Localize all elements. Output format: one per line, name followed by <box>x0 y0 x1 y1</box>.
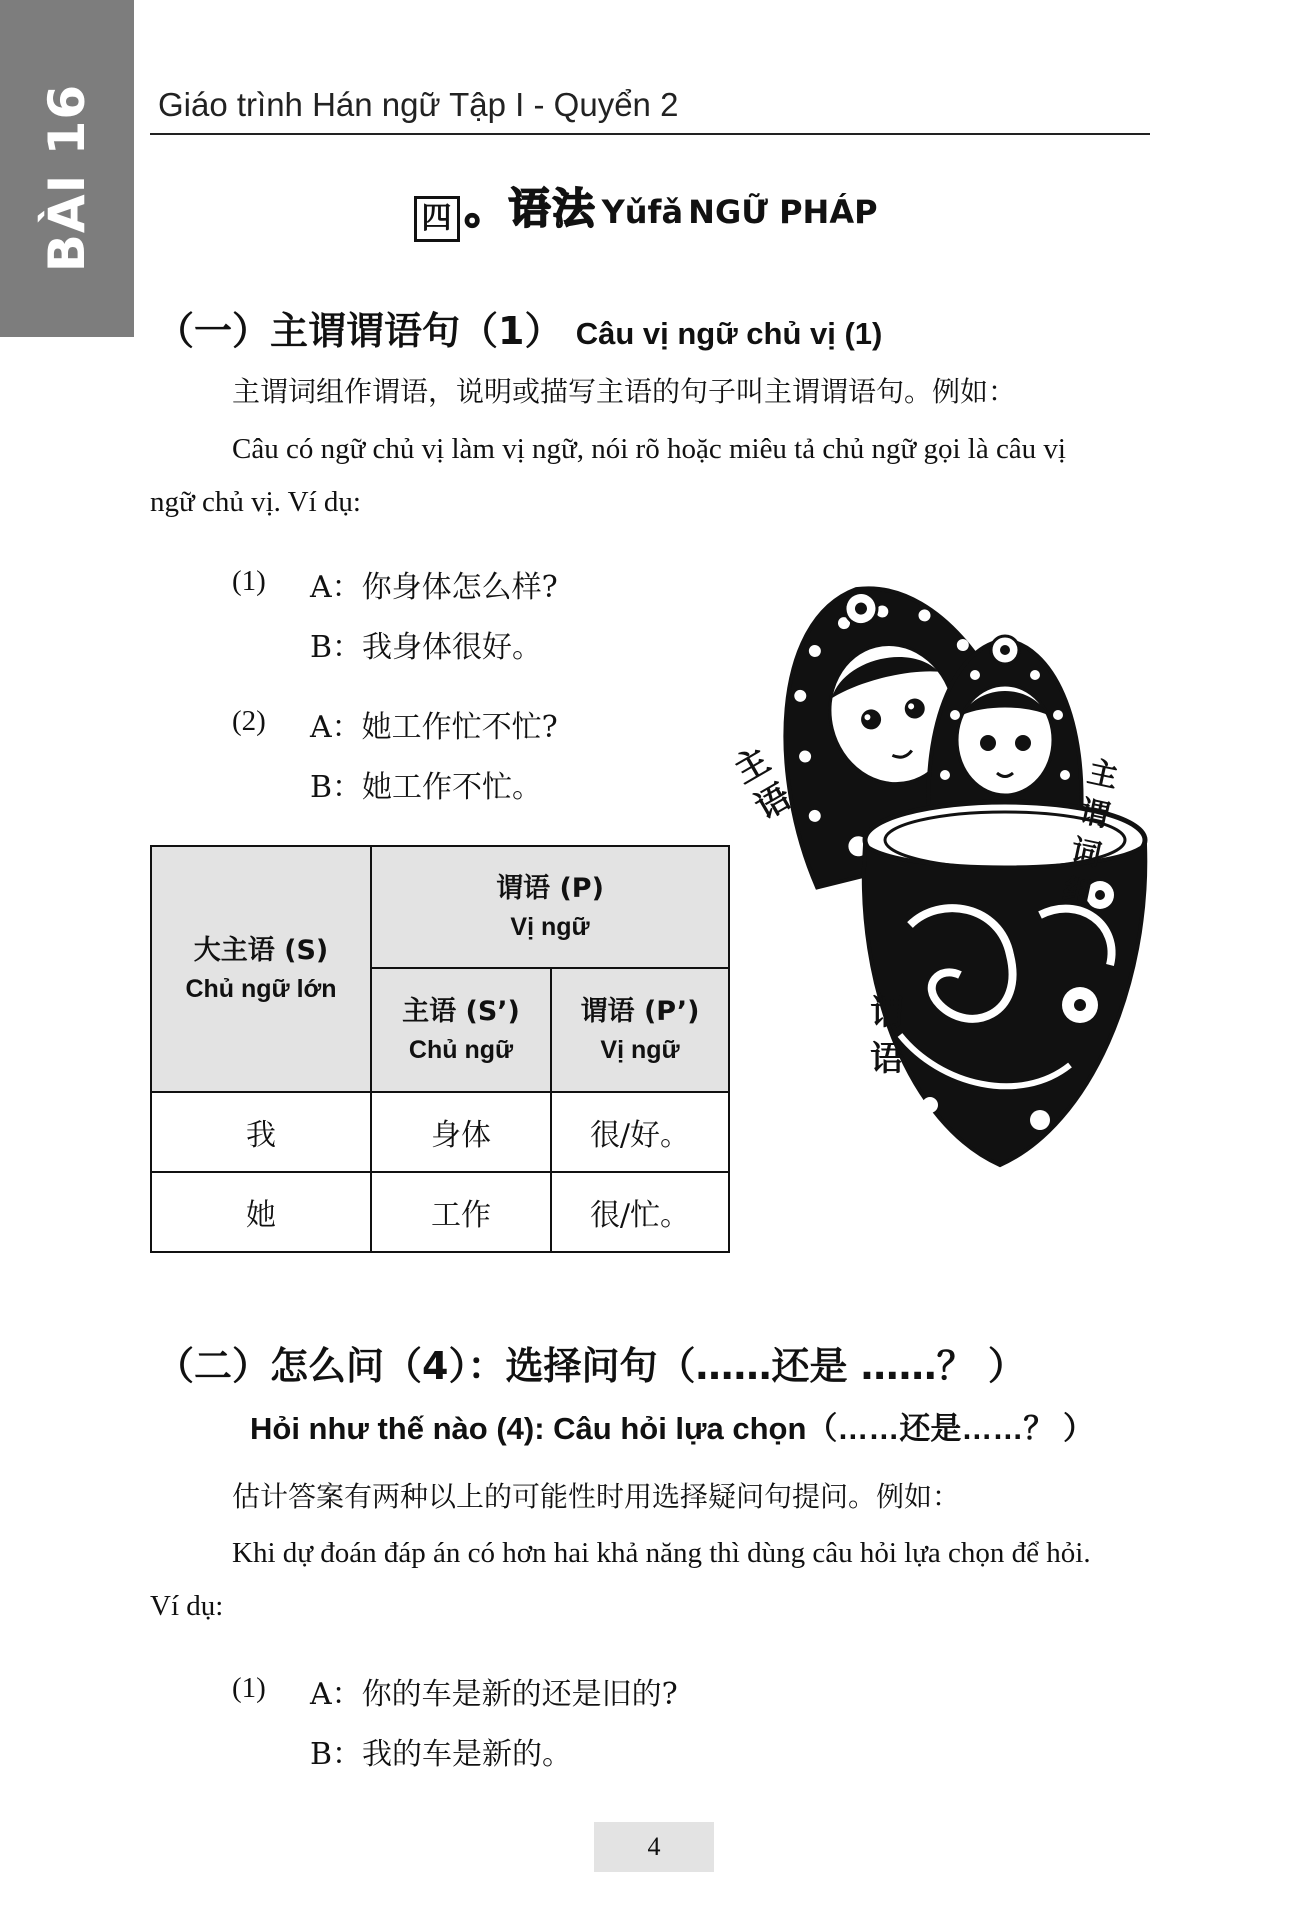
table-header-sub-subject: 主语 (S’) Chủ ngữ <box>371 968 551 1092</box>
part1-desc-vn-line2: ngữ chủ vị. Ví dụ: <box>150 486 361 518</box>
part2-title-vn-line: Hỏi như thế nào (4): Câu hỏi lựa chọn（……还是……？ ） <box>250 1411 1094 1446</box>
table-header-big-subject: 大主语 (S) Chủ ngữ lớn <box>151 846 371 1092</box>
page-number: 4 <box>594 1822 714 1872</box>
section-title <box>0 176 1292 242</box>
part1-desc-cn: 主谓词组作谓语，说明或描写主语的句子叫主谓谓语句。例如： <box>232 375 1017 408</box>
table-row: 我 身体 很/好。 <box>151 1092 729 1172</box>
example-number: (1) <box>232 1672 266 1704</box>
part1-heading <box>156 300 882 355</box>
example-number: (1) <box>232 565 266 597</box>
lesson-label: BÀI 16 <box>38 83 96 273</box>
example-line-b: B：我身体很好。 <box>310 630 543 665</box>
example-line-a: A：你的车是新的还是旧的? <box>310 1677 678 1712</box>
table-row: 她 工作 很/忙。 <box>151 1172 729 1252</box>
section-title-vn: NGỮ PHÁP <box>688 193 878 231</box>
section-separator: 。 <box>464 184 509 233</box>
example-line-b: B：我的车是新的。 <box>310 1737 573 1772</box>
section-pinyin: Yǔfǎ <box>601 193 684 231</box>
part1-title-vn: Câu vị ngữ chủ vị (1) <box>575 316 883 351</box>
grammar-table <box>150 845 730 1253</box>
example-line-b: B：她工作不忙。 <box>310 770 543 805</box>
part2-desc-vn-line1: Khi dự đoán đáp án có hơn hai khả năng thì dùng câu hỏi lựa chọn để hỏi. <box>232 1537 1091 1569</box>
doll-label-subject: 主语 <box>727 739 798 829</box>
table-header-predicate: 谓语 (P) Vị ngữ <box>371 846 729 968</box>
section-title-cn: 语法 <box>508 184 597 233</box>
book-header: Giáo trình Hán ngữ Tập I - Quyển 2 <box>158 86 679 123</box>
table-header-sub-predicate: 谓语 (P’) Vị ngữ <box>551 968 729 1092</box>
example-number: (2) <box>232 705 266 737</box>
part1-desc-vn-line1: Câu có ngữ chủ vị làm vị ngữ, nói rõ hoặc miêu tả chủ ngữ gọi là câu vị <box>232 433 1066 465</box>
part2-title-cn: （二）怎么问（4）：选择问句（……还是 ……？ ） <box>156 1344 1026 1388</box>
part1-title-cn: （一）主谓谓语句（1） <box>156 309 563 353</box>
part2-desc-cn: 估计答案有两种以上的可能性时用选择疑问句提问。例如： <box>232 1480 961 1513</box>
part2-desc-vn-line2: Ví dụ: <box>150 1590 224 1622</box>
header-divider <box>150 133 1150 135</box>
doll-label-predicate: 谓语 <box>870 993 904 1079</box>
lesson-side-tab <box>0 0 134 337</box>
example-line-a: A：你身体怎么样? <box>310 570 558 605</box>
section-number: 四 <box>414 196 460 242</box>
doll-label-subject-predicate-group: 主谓词组 <box>1059 754 1121 913</box>
example-line-a: A：她工作忙不忙? <box>310 710 558 745</box>
